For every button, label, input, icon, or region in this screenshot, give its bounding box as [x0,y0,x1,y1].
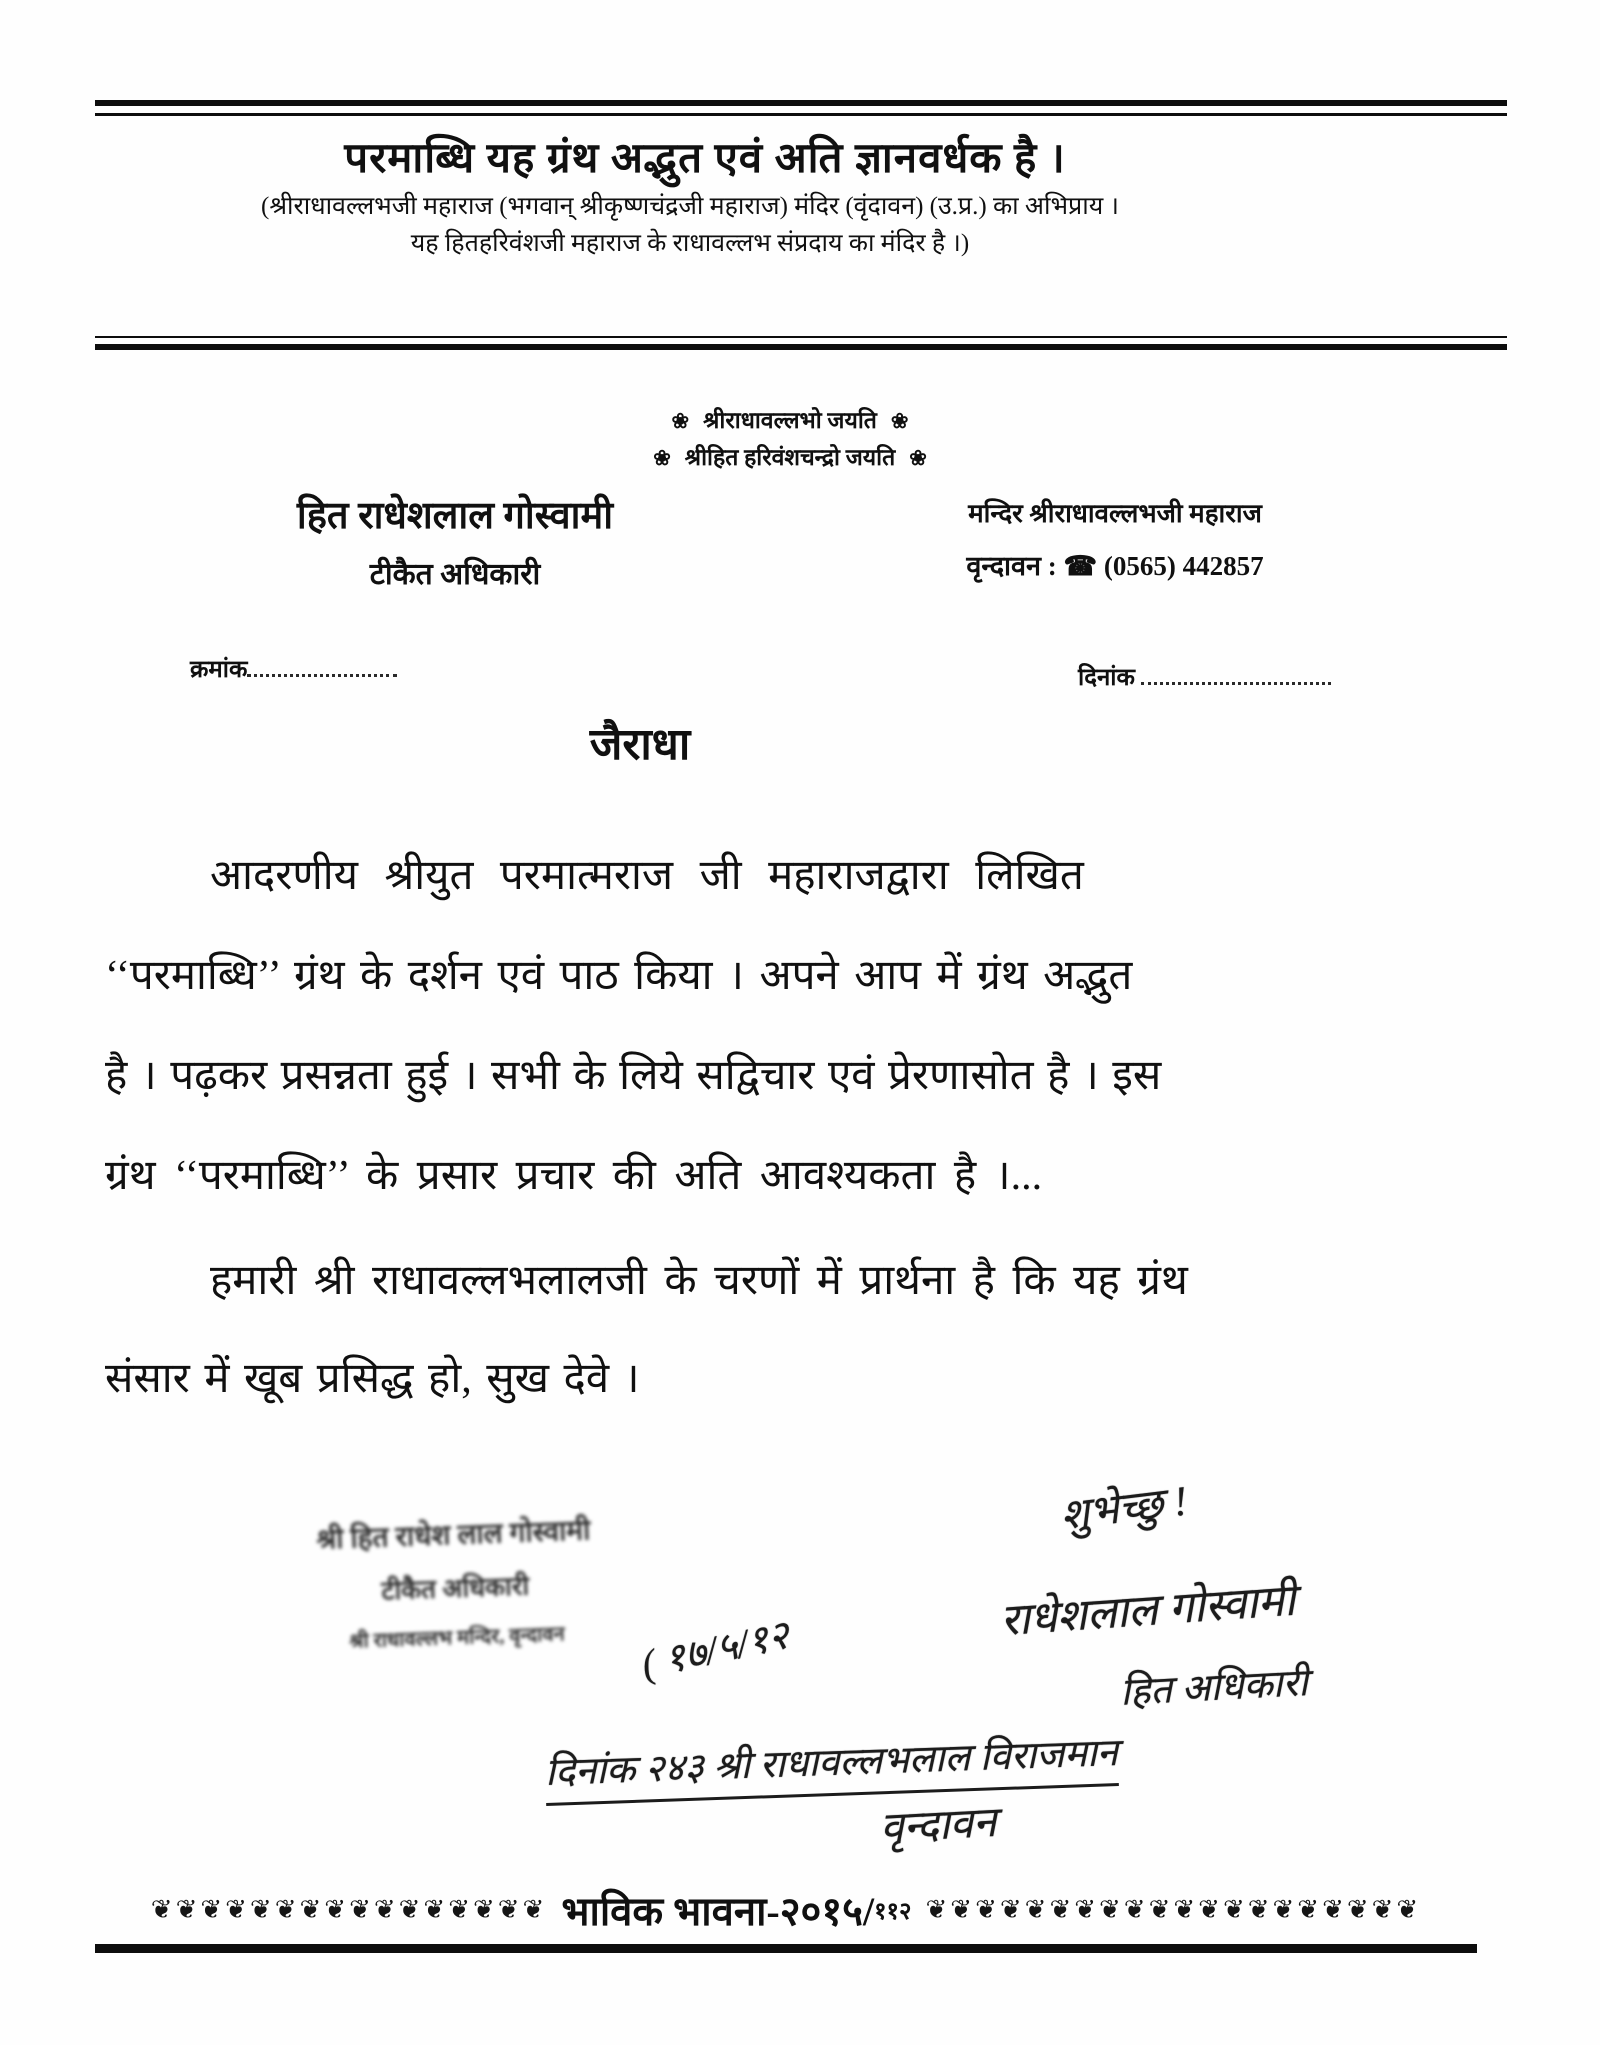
letterhead-designation: टीकैत अधिकारी [369,558,541,591]
page-title: परमाब्धि यह ग्रंथ अद्भुत एवं अति ज्ञानवर्धक है । [344,136,1066,182]
letterhead-left-block [215,488,695,593]
body-paragraph1-line3: है । पढ़कर प्रसन्नता हुई । सभी के लिये सद्विचार एवं प्रेरणासोत है । इस [105,1053,1162,1099]
body-paragraph1-line4: ग्रंथ ‘‘परमाब्धि’’ के प्रसार प्रचार की अति आवश्यकता है ।... [105,1153,1043,1199]
header-subtitle-line2: यह हितहरिवंशजी महाराज के राधावल्लभ संप्रदाय का मंदिर है ।) [410,230,970,257]
body-paragraph2-line2: संसार में खूब प्रसिद्ध हो, सुख देवे । [105,1356,640,1402]
handwritten-blessing: शुभेच्छु ! [1057,1478,1191,1540]
ornament-row-right: ❦❦❦❦❦❦❦❦❦❦❦❦❦❦❦❦❦❦❦❦ [925,1894,1422,1924]
mid-double-rule [95,336,1507,350]
flower-icon: ❀ [909,446,927,470]
flower-icon: ❀ [671,409,690,433]
stamp-line1: श्री हित राधेश लाल गोस्वामी [315,1515,591,1556]
footer-journal-main: भाविक भावना-२०१५/ [561,1889,875,1934]
body-paragraph2-line1: हमारी श्री राधावल्लभलालजी के चरणों में प्रार्थना है कि यह ग्रंथ [210,1258,1188,1304]
invocation-line1-text: श्रीराधावल्लभो जयति [703,408,877,433]
stamp-line3: श्री राधावल्लभ मन्दिर, वृन्दावन [348,1623,565,1653]
serial-number-field [190,652,397,685]
top-double-rule [95,100,1507,116]
stamp-line2: टीकैत अधिकारी [380,1571,530,1606]
date-label: दिनांक [1078,665,1135,691]
handwritten-place: वृन्दावन [879,1799,998,1853]
serial-dotted-line [247,656,397,677]
serial-label: क्रमांक [190,657,248,683]
ornament-row-left: ❦❦❦❦❦❦❦❦❦❦❦❦❦❦❦❦ [150,1894,548,1924]
invocation-line1 [90,403,1490,435]
letterhead-name: हित राधेशलाल गोस्वामी [296,495,614,537]
letterhead-phone-line: वृन्दावन : ☎ (0565) 442857 [966,551,1264,581]
invocation-line2 [90,440,1490,472]
body-paragraph1-line2: ‘‘परमाब्धि’’ ग्रंथ के दर्शन एवं पाठ किया । अपने आप में ग्रंथ अद्भुत [105,953,1133,999]
letterhead-temple-line: मन्दिर श्रीराधावल्लभजी महाराज [968,499,1262,528]
date-field [1078,660,1331,693]
footer-ornament-band [95,1882,1477,1937]
footer-page-number: ११२ [874,1899,912,1925]
handwritten-note: दिनांक २४३ श्री राधावल्लभलाल विराजमान [544,1725,1119,1806]
date-dotted-line [1141,664,1331,685]
footer-rule [95,1944,1477,1953]
footer-journal-title [561,1882,911,1937]
salutation: जैराधा [589,720,691,769]
flower-icon: ❀ [890,409,909,433]
handwritten-signature: राधेशलाल गोस्वामी [998,1575,1297,1646]
handwritten-designation: हित अधिकारी [1119,1662,1309,1714]
flower-icon: ❀ [653,446,671,470]
header-subtitle-line1: (श्रीराधावल्लभजी महाराज (भगवान् श्रीकृष्णचंद्रजी महाराज) मंदिर (वृंदावन) (उ.प्र.) का अभिप्राय । [261,193,1119,220]
invocation-line2-text: श्रीहित हरिवंशचन्द्रो जयति [684,445,896,470]
body-paragraph1-line1: आदरणीय श्रीयुत परमात्मराज जी महाराजद्वारा लिखित [210,853,1084,899]
handwritten-date: ( १७/५/१२ [637,1611,794,1688]
letterhead-right-block [880,494,1350,583]
